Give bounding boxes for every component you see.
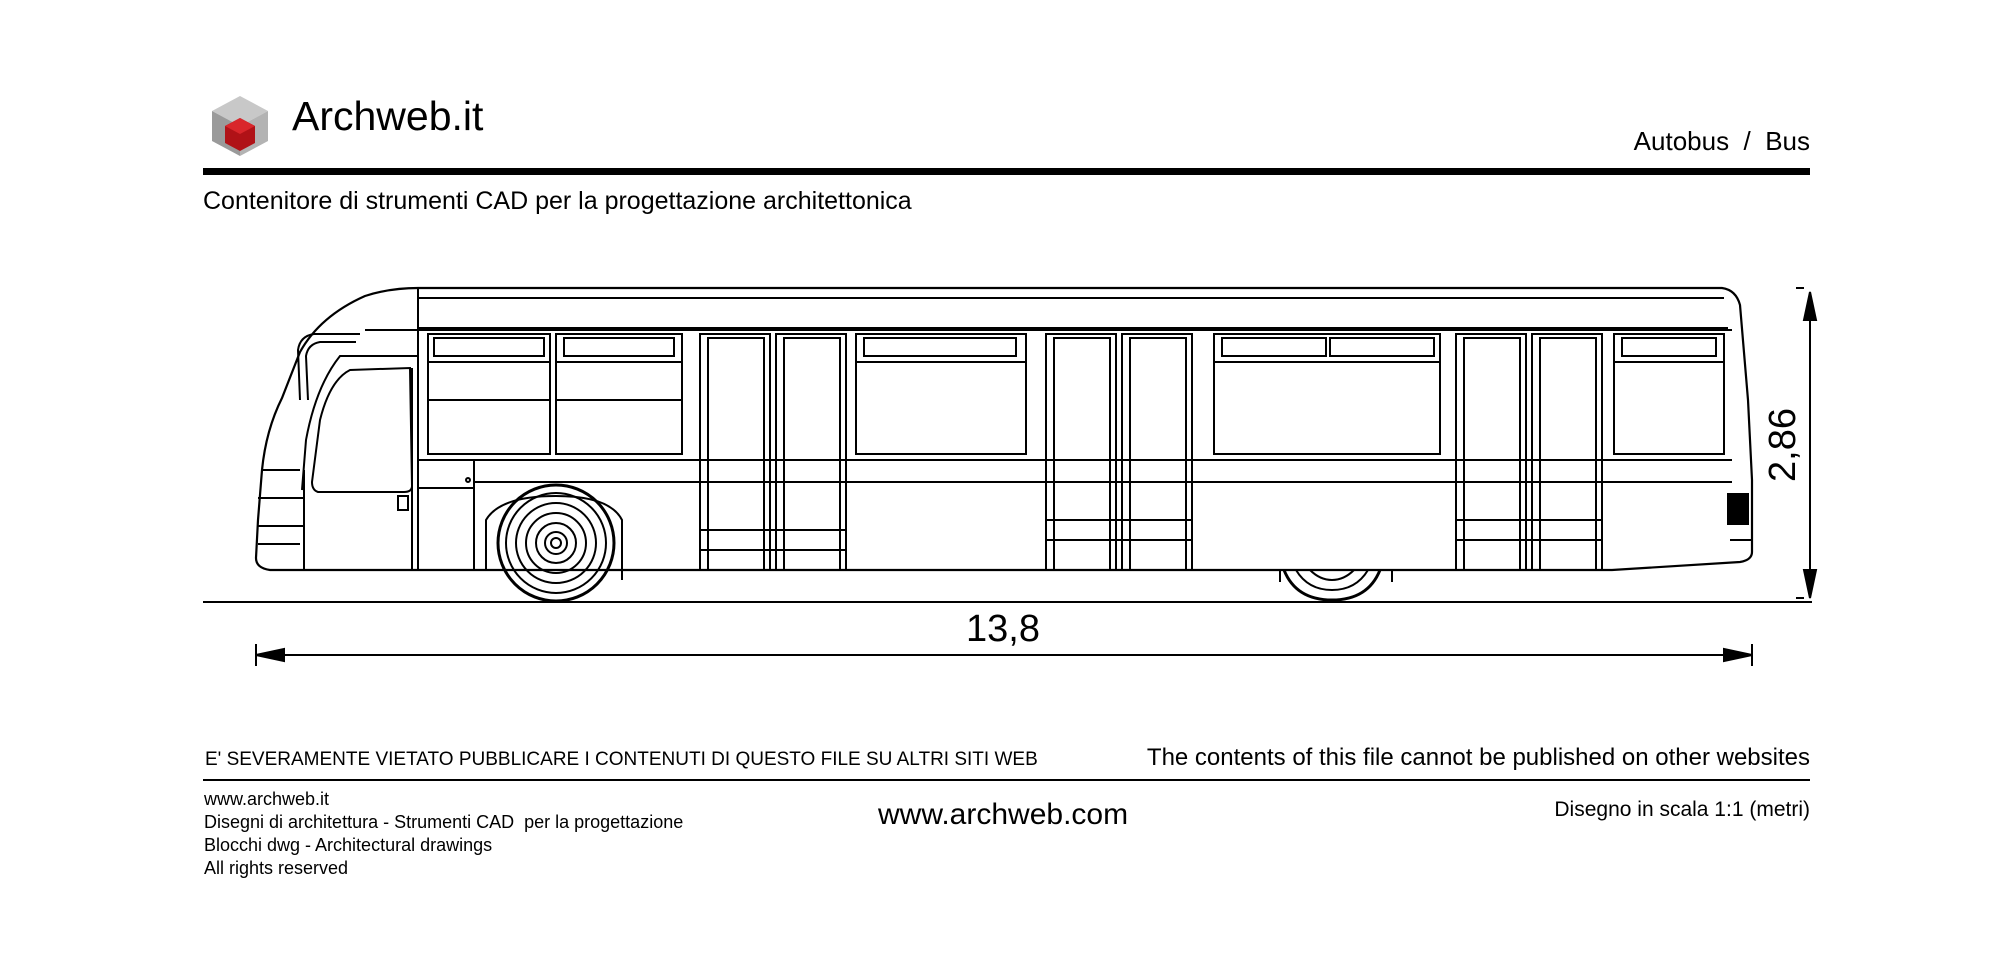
rear-light — [1728, 494, 1748, 524]
copyright-warning-english: The contents of this file cannot be published on other websites — [1146, 744, 1810, 771]
footer-site-link[interactable]: www.archweb.it — [204, 789, 330, 809]
footer-line: All rights reserved — [204, 858, 349, 878]
footer-line: Blocchi dwg - Architectural drawings — [204, 835, 493, 855]
scale-note: Disegno in scala 1:1 (metri) — [1554, 798, 1810, 821]
bus-windows — [428, 334, 1724, 454]
footer-rule — [203, 779, 1810, 781]
brand-name[interactable]: Archweb.it — [292, 93, 484, 139]
copyright-warning-italian: E' SEVERAMENTE VIETATO PUBBLICARE I CONTENUTI DI QUESTO FILE SU ALTRI SITI WEB — [205, 749, 1038, 770]
site-url-link[interactable]: www.archweb.com — [878, 798, 1129, 831]
footer-info — [204, 788, 683, 880]
tagline: Contenitore di strumenti CAD per la progettazione architettonica — [203, 187, 912, 215]
bus-body — [256, 288, 1752, 582]
height-label: 2,86 — [1762, 408, 1804, 482]
bus-doors — [700, 334, 1602, 570]
front-wheel — [498, 485, 614, 601]
rear-wheel — [1284, 570, 1380, 600]
footer-line: Disegni di architettura - Strumenti CAD per la progettazione — [204, 812, 684, 832]
length-label: 13,8 — [966, 608, 1040, 650]
drawing-category: Autobus / Bus — [1633, 126, 1810, 156]
